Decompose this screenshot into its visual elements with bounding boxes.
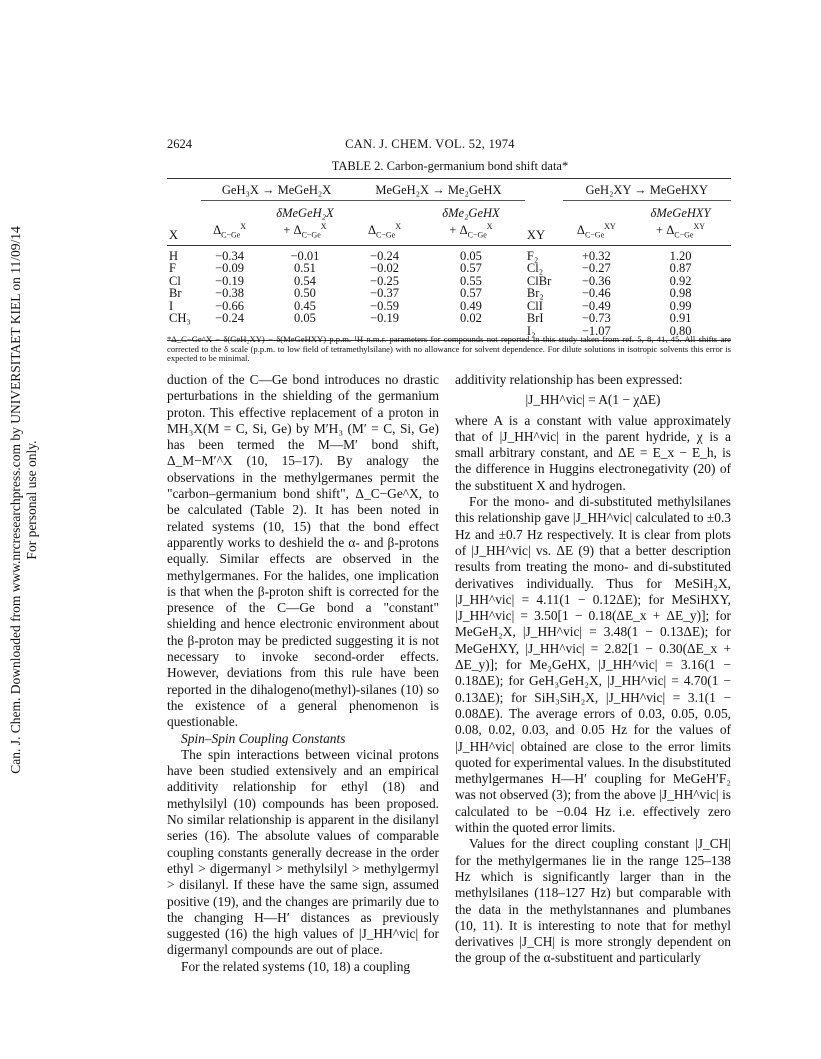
table-cell: −0.59 bbox=[370, 298, 399, 313]
group-header-2: MeGeH₂X → Me₂GeHX bbox=[352, 179, 525, 201]
table-cell: 0.02 bbox=[460, 311, 482, 326]
table-cell: −0.24 bbox=[215, 311, 245, 326]
table-cell: −0.27 bbox=[581, 261, 611, 276]
table-cell: 0.49 bbox=[460, 298, 482, 313]
group-header-3: GeH₂XY → MeGeHXY bbox=[563, 179, 731, 201]
table-cell: −0.36 bbox=[581, 273, 611, 288]
col-header-delta-3: $\Delta_{C-Ge}^{XY}$ bbox=[576, 222, 616, 241]
table-cell: −0.19 bbox=[370, 311, 399, 326]
table-cell: 0.45 bbox=[294, 298, 316, 313]
table-cell: 0.98 bbox=[669, 286, 692, 301]
table-cell: 0.99 bbox=[669, 298, 692, 313]
page-number: 2624 bbox=[167, 137, 192, 151]
table-cell: 0.57 bbox=[460, 286, 482, 301]
table-cell: Br₂ bbox=[526, 286, 544, 301]
table-cell: 1.20 bbox=[669, 249, 692, 264]
running-head: CAN. J. CHEM. VOL. 52, 1974 bbox=[345, 137, 515, 151]
table-cell: 0.87 bbox=[669, 261, 692, 276]
paragraph: additivity relationship has been expressed: bbox=[455, 372, 683, 387]
table-row bbox=[167, 246, 731, 263]
bond-shift-table bbox=[167, 178, 731, 341]
paragraph: duction of the C—Ge bond introduces no drastic perturbations in the shielding of the germanium proton. This effective replacement of a proton in MH₃X(M = C, Si, Ge) by M′H₃ (M′ = C, Si, Ge) has been termed the M—M′ bond shift, Δ_M−M′^X (10, 15–17). By analogy the observations in the methylgermanes permit the "carbon–germanium bond shift", Δ_C−Ge^X, to be calculated (Table 2). It has been noted in related systems (10, 15) that the bond effect apparently works to deshield the α- and β-protons equally. Similar effects are observed in the methylgermanes. For the halides, one implication is that when the β-proton shift is corrected for the presence of the C—Ge bond a "constant" shielding and hence electronic environment about the β-proton may be predicted suggesting it is not necessary to invoke second-order effects. However, deviations from this rule have been reported in the dihalogeno(methyl)-silanes (10) so the existence of a general phenomenon is questionable. bbox=[167, 372, 439, 730]
left-column bbox=[167, 372, 439, 975]
paragraph: For the related systems (10, 18) a coupling bbox=[181, 958, 411, 974]
table-row bbox=[167, 262, 731, 274]
table-row bbox=[167, 312, 731, 324]
group-header-1: GeH₃X → MeGeH₂X bbox=[201, 179, 352, 201]
table-cell: CH₃ bbox=[169, 311, 191, 326]
equation: |J_HH^vic| = A(1 − χΔE) bbox=[525, 392, 661, 408]
table-cell: 0.91 bbox=[669, 311, 692, 326]
table-cell: −0.37 bbox=[370, 286, 399, 301]
table-cell: H bbox=[169, 249, 179, 264]
table-cell: 0.80 bbox=[669, 323, 692, 338]
table-cell: Cl₂ bbox=[526, 261, 544, 276]
table-cell: 0.05 bbox=[294, 311, 316, 326]
col-header-shift-3: δMeGeHXY + $\Delta_{C-Ge}^{XY}$ bbox=[650, 206, 711, 241]
table-footnote: *Δ_C−Ge^X − δ(GeH₂XY) − δ(MeGeHXY) p.p.m. ¹H n.m.r. parameters for compounds not reported in this study taken from ref. 5, 8, 41, 45. All shifts are corrected to the δ scale (p.p.m. to low field of tetramethylsilane) with no allowance for solvent dependence. For dilute solutions in isotropic solvents this error is expected to be minimal. bbox=[167, 334, 731, 364]
download-notice bbox=[8, 90, 40, 910]
table-cell: 0.92 bbox=[669, 273, 692, 288]
paragraph: For the mono- and di-substituted methylsilanes this relationship gave |J_HH^vic| calculated to ±0.3 Hz and ±0.7 Hz respectively. It is clear from plots of |J_HH^vic| vs. ΔE (9) that a better description results from treating the mono- and di-substituted derivatives individually. Thus for MeSiH₂X, |J_HH^vic| = 4.11(1 − 0.12ΔE); for MeSiHXY, |J_HH^vic| = 3.50[1 − 0.18(ΔE_x + ΔE_y)]; for MeGeH₂X, |J_HH^vic| = 3.48(1 − 0.13ΔE); for MeGeHXY, |J_HH^vic| = 2.82[1 − 0.30(ΔE_x + ΔE_y)]; for Me₂GeHX, |J_HH^vic| = 3.16(1 − 0.18ΔE); for GeH₃GeH₂X, |J_HH^vic| = 4.70(1 − 0.13ΔE); for SiH₃SiH₂X, |J_HH^vic| = 3.1(1 − 0.08ΔE). The average errors of 0.03, 0.05, 0.05, 0.08, 0.02, 0.03, and 0.05 Hz for the values of |J_HH^vic| obtained are close to the error limits quoted for experimental values. In the disubstituted methylgermanes H—H′ coupling for MeGeH′F₂ was not observed (3); from the above |J_HH^vic| is calculated to be −0.04 Hz i.e. effectively zero within the quoted error limits. bbox=[455, 494, 731, 836]
table-cell: −0.02 bbox=[370, 261, 399, 276]
table-cell: −0.38 bbox=[215, 286, 245, 301]
col-header-delta-2: $\Delta_{C-Ge}^X$ bbox=[368, 222, 402, 241]
table-cell: −0.25 bbox=[370, 273, 399, 288]
col-header-shift-1: δMeGeH₂X + $\Delta_{C-Ge}^X$ bbox=[276, 206, 334, 241]
col-header-xy: XY bbox=[526, 228, 545, 243]
table-row bbox=[167, 300, 731, 312]
table-cell: −0.09 bbox=[215, 261, 245, 276]
table-cell: BrI bbox=[526, 311, 544, 326]
table-cell: 0.55 bbox=[460, 273, 482, 288]
table-cell: −0.19 bbox=[215, 273, 245, 288]
table-cell: Cl bbox=[169, 273, 181, 288]
table-cell: ClBr bbox=[526, 273, 552, 288]
table-cell: −0.34 bbox=[215, 249, 245, 264]
table-cell: ClI bbox=[526, 298, 543, 313]
table-cell: −0.01 bbox=[290, 249, 320, 264]
table-cell: 0.05 bbox=[460, 249, 482, 264]
table-cell: 0.50 bbox=[294, 286, 316, 301]
table-cell: F₂ bbox=[526, 249, 539, 264]
table-cell: −0.73 bbox=[581, 311, 611, 326]
table-cell: −0.49 bbox=[581, 298, 611, 313]
paragraph: where A is a constant with value approximately that of |J_HH^vic| in the parent hydride, χ is a small arbitrary constant, and ΔE = E_x − E_h, is the difference in Huggins electronegativity (20) of the substituent X and hydrogen. bbox=[455, 412, 731, 493]
paragraph: The spin interactions between vicinal protons have been studied extensively and an empirical additivity relationship for ethyl (18) and methylsilyl (10) compounds has been proposed. No similar relationship is apparent in the disilanyl series (16). The absolute values of comparable coupling constants generally decrease in the order ethyl > digermanyl > methylsilyl > methylgermyl > disilanyl. If these have the same sign, assumed positive (19), and the changes are primarily due to the changing H—H′ distances as previously suggested (16) the high values of |J_HH^vic| for digermanyl compounds are out of place. bbox=[167, 746, 439, 958]
table-cell: −1.07 bbox=[581, 323, 611, 338]
table-cell: 0.57 bbox=[460, 261, 482, 276]
table-cell: Br bbox=[169, 286, 182, 301]
download-notice-line2: For personal use only. bbox=[24, 440, 39, 560]
table-cell: F bbox=[169, 261, 176, 276]
paragraph: Values for the direct coupling constant |J_CH| for the methylgermanes lie in the range 125–138 Hz which is significantly larger than in the methylsilanes (118–127 Hz) but comparable with the data in the methylstannanes and plumbanes (10, 11). It is interesting to note that for methyl derivatives |J_CH| is more strongly dependent on the group of the α-substituent and particularly bbox=[455, 836, 731, 966]
col-header-x: X bbox=[169, 228, 179, 243]
download-notice-line1: Can. J. Chem. Downloaded from www.nrcresearchpress.com by UNIVERSITAET KIEL on 11/09/14 bbox=[8, 226, 23, 774]
table-cell: −0.66 bbox=[215, 298, 245, 313]
table-row bbox=[167, 287, 731, 299]
table-cell: 0.54 bbox=[294, 273, 316, 288]
table-cell: 0.51 bbox=[294, 261, 316, 276]
download-sidebar bbox=[0, 90, 44, 910]
table-row bbox=[167, 275, 731, 287]
table-cell: −0.46 bbox=[581, 286, 611, 301]
table-cell: I₂ bbox=[526, 323, 536, 338]
table-cell: +0.32 bbox=[581, 249, 611, 264]
right-column bbox=[455, 372, 731, 967]
table-caption: TABLE 2. Carbon-germanium bond shift data* bbox=[331, 159, 569, 173]
table-cell: −0.24 bbox=[370, 249, 399, 264]
col-header-shift-2: δMe₂GeHX + $\Delta_{C-Ge}^X$ bbox=[442, 206, 500, 241]
table-cell: I bbox=[169, 298, 174, 313]
section-heading: Spin–Spin Coupling Constants bbox=[181, 730, 346, 746]
col-header-delta-1: $\Delta_{C-Ge}^X$ bbox=[213, 222, 247, 241]
